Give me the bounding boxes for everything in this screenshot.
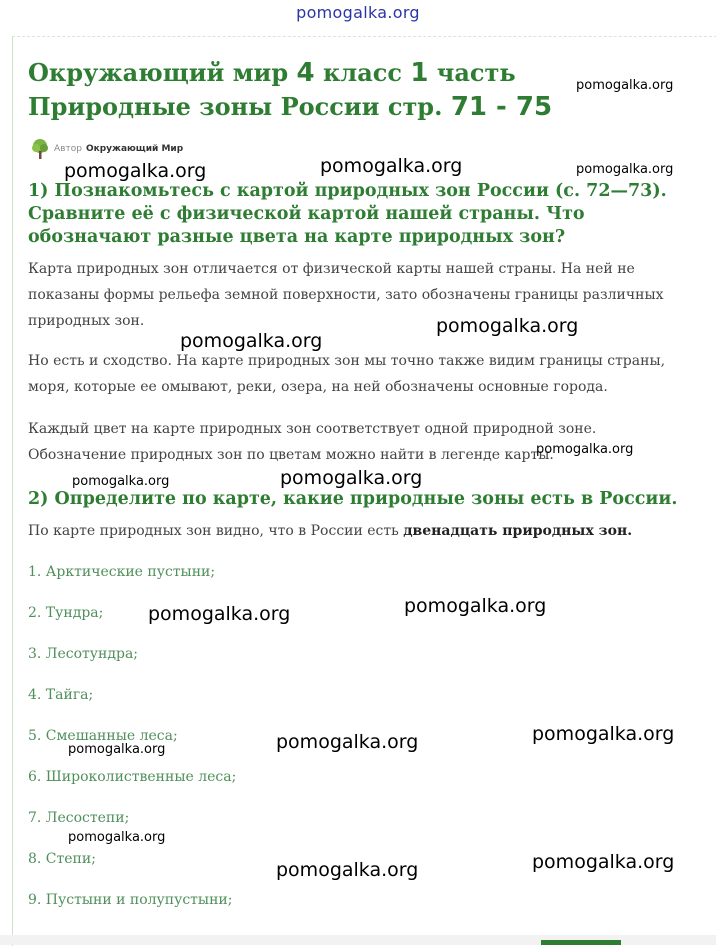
watermark: pomogalka.org — [320, 155, 463, 177]
watermark: pomogalka.org — [276, 859, 419, 881]
zone-item: 7. Лесостепи; — [28, 810, 130, 826]
zone-item: 4. Тайга; — [28, 687, 94, 703]
zone-item: 2. Тундра; — [28, 605, 104, 621]
author-label: Автор — [54, 144, 82, 154]
watermark: pomogalka.org — [68, 742, 166, 757]
zone-item: 3. Лесотундра; — [28, 646, 139, 662]
tree-icon — [30, 138, 50, 160]
watermark: pomogalka.org — [532, 723, 675, 745]
zone-item: 9. Пустыни и полупустыни; — [28, 892, 233, 908]
site-header-link[interactable]: pomogalka.org — [296, 3, 420, 22]
author-name[interactable]: Окружающий Мир — [85, 144, 184, 154]
title-text-3: часть Природные зоны России стр. — [28, 58, 516, 121]
zone-item: 6. Широколиственные леса; — [28, 769, 237, 785]
site-header — [0, 0, 716, 28]
title-text-2: класс — [314, 58, 411, 87]
title-text-1: Окружающий мир — [28, 58, 297, 87]
watermark: pomogalka.org — [148, 603, 291, 625]
zone-item: 5. Смешанные леса; — [28, 728, 178, 744]
answer-1-paragraph-1: Карта природных зон отличается от физической карты нашей страны. На ней не показаны формы рельефа земной поверхности, зато обозначены границы различных природных зон. — [28, 261, 664, 329]
answer-2-intro-text: По карте природных зон видно, что в России есть — [28, 523, 404, 539]
question-1-heading: 1) Познакомьтесь с картой природных зон России (с. 72—73). Сравните её с физической картой нашей страны. Что обозначают разные цвета на карте природных зон? — [28, 181, 667, 247]
watermark: pomogalka.org — [68, 830, 166, 845]
answer-2-intro — [28, 518, 688, 544]
answer-1-paragraph-2: Но есть и сходство. На карте природных зон мы точно также видим границы страны, моря, которые ее омывают, реки, озера, на ней обозначены основные города. — [28, 353, 666, 395]
zone-item: 1. Арктические пустыни; — [28, 564, 216, 580]
watermark: pomogalka.org — [72, 474, 170, 489]
title-pages: 71 - 75 — [450, 92, 553, 122]
watermark: pomogalka.org — [64, 160, 207, 182]
answer-2-intro-bold: двенадцать природных зон. — [403, 523, 633, 539]
watermark: pomogalka.org — [532, 851, 675, 873]
zone-item: 8. Степи; — [28, 851, 96, 867]
watermark: pomogalka.org — [276, 731, 419, 753]
watermark: pomogalka.org — [280, 467, 423, 489]
watermark: pomogalka.org — [436, 315, 579, 337]
watermark: pomogalka.org — [536, 442, 634, 457]
bottom-accent-button[interactable] — [541, 940, 621, 945]
watermark: pomogalka.org — [404, 595, 547, 617]
question-2-heading: 2) Определите по карте, какие природные зоны есть в России. — [28, 489, 678, 509]
answer-1-paragraph-3: Каждый цвет на карте природных зон соответствует одной природной зоне. Обозначение природных зон по цветам можно найти в легенде карты. — [28, 421, 597, 463]
watermark: pomogalka.org — [180, 330, 323, 352]
title-part: 1 — [410, 58, 429, 88]
watermark: pomogalka.org — [576, 162, 674, 177]
watermark: pomogalka.org — [576, 78, 674, 93]
title-grade: 4 — [296, 58, 315, 88]
author-line — [30, 138, 183, 160]
